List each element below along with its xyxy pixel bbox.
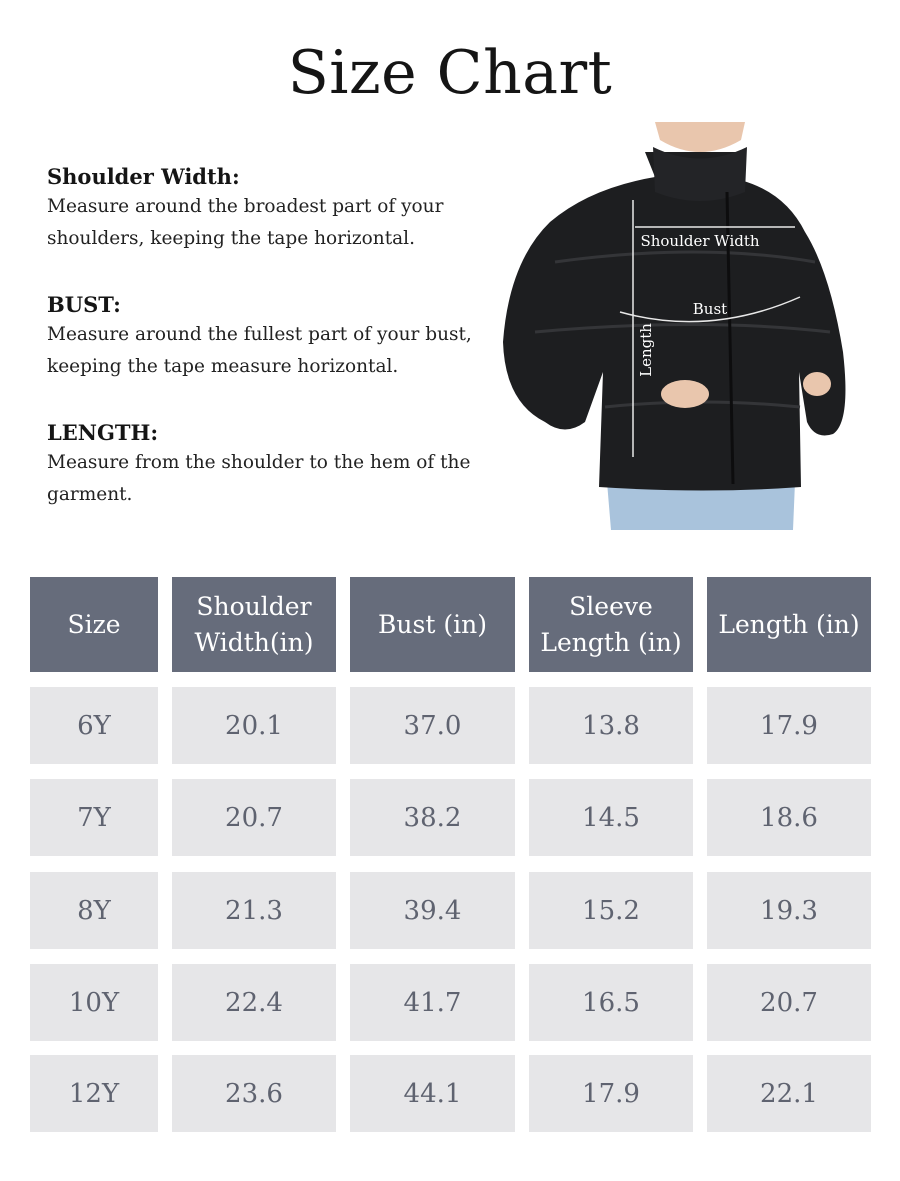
size-cell: 8Y [30, 872, 158, 949]
page-title: Size Chart [287, 38, 613, 108]
jacket-illustration [495, 122, 855, 530]
right-hand [803, 372, 831, 396]
measurement-cell: 39.4 [350, 872, 515, 949]
chin-skin [655, 122, 745, 152]
measurement-cell: 18.6 [707, 779, 871, 856]
guide-heading: Shoulder Width: [47, 164, 240, 189]
measurement-cell: 19.3 [707, 872, 871, 949]
table-header-cell: Size [30, 577, 158, 672]
measurement-cell: 20.1 [172, 687, 336, 764]
guide-length [47, 420, 507, 511]
guide-heading: BUST: [47, 292, 121, 317]
measurement-cell: 22.4 [172, 964, 336, 1041]
measurement-cell: 38.2 [350, 779, 515, 856]
measurement-cell: 37.0 [350, 687, 515, 764]
measurement-cell: 17.9 [707, 687, 871, 764]
length-label: Length [637, 323, 655, 377]
bust-label: Bust [692, 300, 728, 318]
guide-shoulder-width [47, 164, 507, 255]
measurement-cell: 13.8 [529, 687, 693, 764]
left-hand [661, 380, 709, 408]
size-cell: 12Y [30, 1055, 158, 1132]
measurement-cell: 17.9 [529, 1055, 693, 1132]
size-cell: 10Y [30, 964, 158, 1041]
measurement-cell: 23.6 [172, 1055, 336, 1132]
measurement-cell: 20.7 [707, 964, 871, 1041]
measurement-cell: 20.7 [172, 779, 336, 856]
measurement-cell: 16.5 [529, 964, 693, 1041]
size-cell: 6Y [30, 687, 158, 764]
size-cell: 7Y [30, 779, 158, 856]
measurement-cell: 22.1 [707, 1055, 871, 1132]
guide-text: Measure from the shoulder to the hem of the garment. [47, 452, 471, 505]
measurement-cell: 15.2 [529, 872, 693, 949]
table-header-cell: Bust (in) [350, 577, 515, 672]
measurement-cell: 14.5 [529, 779, 693, 856]
table-header-cell: Sleeve Length (in) [529, 577, 693, 672]
table-header-cell: Length (in) [707, 577, 871, 672]
measurement-cell: 44.1 [350, 1055, 515, 1132]
guide-text: Measure around the fullest part of your bust, keeping the tape measure horizontal. [47, 324, 472, 377]
table-header-cell: Shoulder Width(in) [172, 577, 336, 672]
measurement-cell: 21.3 [172, 872, 336, 949]
guide-heading: LENGTH: [47, 420, 159, 445]
shoulder-width-label: Shoulder Width [640, 232, 760, 250]
measurement-cell: 41.7 [350, 964, 515, 1041]
guide-text: Measure around the broadest part of your shoulders, keeping the tape horizontal. [47, 196, 444, 249]
guide-bust [47, 292, 507, 383]
